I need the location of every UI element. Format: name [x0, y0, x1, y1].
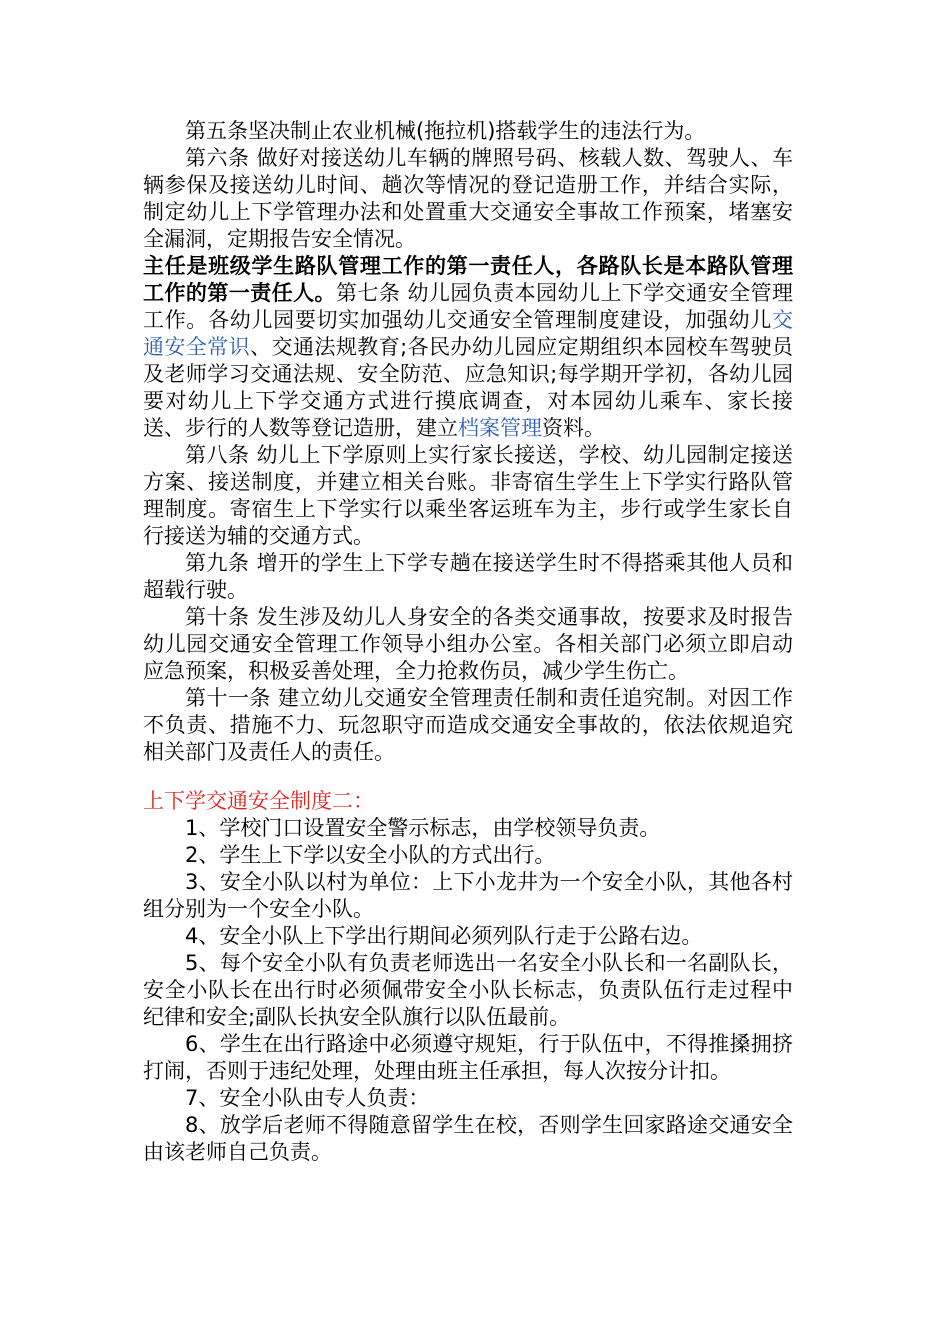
article-8: 第八条 幼儿上下学原则上实行家长接送，学校、幼儿园制定接送方案、接送制度，并建立相关台账。非寄宿生学生上下学实行路队管理制度。寄宿生上下学实行以乘坐客运班车为主，步行或学生家长自行接送为辅的交通方式。 [143, 443, 793, 548]
list-item: 3、安全小队以村为单位：上下小龙井为一个安全小队，其他各村组分别为一个安全小队。 [143, 870, 793, 921]
list-item: 6、学生在出行路途中必须遵守规矩，行于队伍中，不得推搡拥挤打闹，否则于违纪处理，处理由班主任承担，每人次按分计扣。 [143, 1032, 793, 1083]
article-7-text-a: 第七条 幼儿园负责本园幼儿上下学交通安全管理工作。各幼儿园要切实加强幼儿交通安全管理制度建设，加强幼儿 [143, 281, 793, 332]
article-10: 第十条 发生涉及幼儿人身安全的各类交通事故，按要求及时报告幼儿园交通安全管理工作领导小组办公室。各相关部门必须立即启动应急预案，积极妥善处理，全力抢救伤员，减少学生伤亡。 [143, 605, 793, 683]
list-item: 7、安全小队由专人负责： [185, 1086, 430, 1110]
article-6: 第六条 做好对接送幼儿车辆的牌照号码、核载人数、驾驶人、车辆参保及接送幼儿时间、趟次等情况的登记造册工作，并结合实际，制定幼儿上下学管理办法和处置重大交通安全事故工作预案，堵塞安全漏洞，定期报告安全情况。 [143, 146, 793, 251]
list-item: 1、学校门口设置安全警示标志，由学校领导负责。 [185, 816, 661, 840]
article-9: 第九条 增开的学生上下学专趟在接送学生时不得搭乘其他人员和超载行驶。 [143, 551, 793, 602]
list-item: 5、每个安全小队有负责老师选出一名安全小队长和一名副队长，安全小队长在出行时必须佩带安全小队长标志，负责队伍行走过程中纪律和安全;副队长执安全队旗行以队伍最前。 [143, 951, 793, 1029]
section-heading-2: 上下学交通安全制度二： [143, 789, 374, 813]
bold-statement: 主任是班级学生路队管理工作的第一责任人，各路队长是本路队管理工作的第一责任人。 [143, 254, 793, 305]
list-item: 2、学生上下学以安全小队的方式出行。 [185, 843, 556, 867]
article-11: 第十一条 建立幼儿交通安全管理责任制和责任追究制。对因工作不负责、措施不力、玩忽职守而造成交通安全事故的，依法依规追究相关部门及责任人的责任。 [143, 686, 793, 764]
list-item: 8、放学后老师不得随意留学生在校，否则学生回家路途交通安全由该老师自己负责。 [143, 1113, 793, 1164]
article-7-paragraph [143, 253, 793, 442]
article-5: 第五条坚决制止农业机械(拖拉机)搭载学生的违法行为。 [185, 119, 706, 143]
article-7-text-b: 、交通法规教育;各民办幼儿园应定期组织本园校车驾驶员及老师学习交通法规、安全防范、应急知识;每学期开学初，各幼儿园要对幼儿上下学交通方式进行摸底调查，对本园幼儿乘车、家长接送、步行的人数等登记造册，建立 [143, 335, 793, 440]
link-traffic-safety-knowledge[interactable]: 交通安全常识 [143, 308, 793, 359]
document-page [143, 118, 793, 1166]
list-item: 4、安全小队上下学出行期间必须列队行走于公路右边。 [185, 924, 703, 948]
link-archive-management[interactable]: 档案管理 [458, 416, 542, 440]
article-7-text-c: 资料。 [542, 416, 605, 440]
